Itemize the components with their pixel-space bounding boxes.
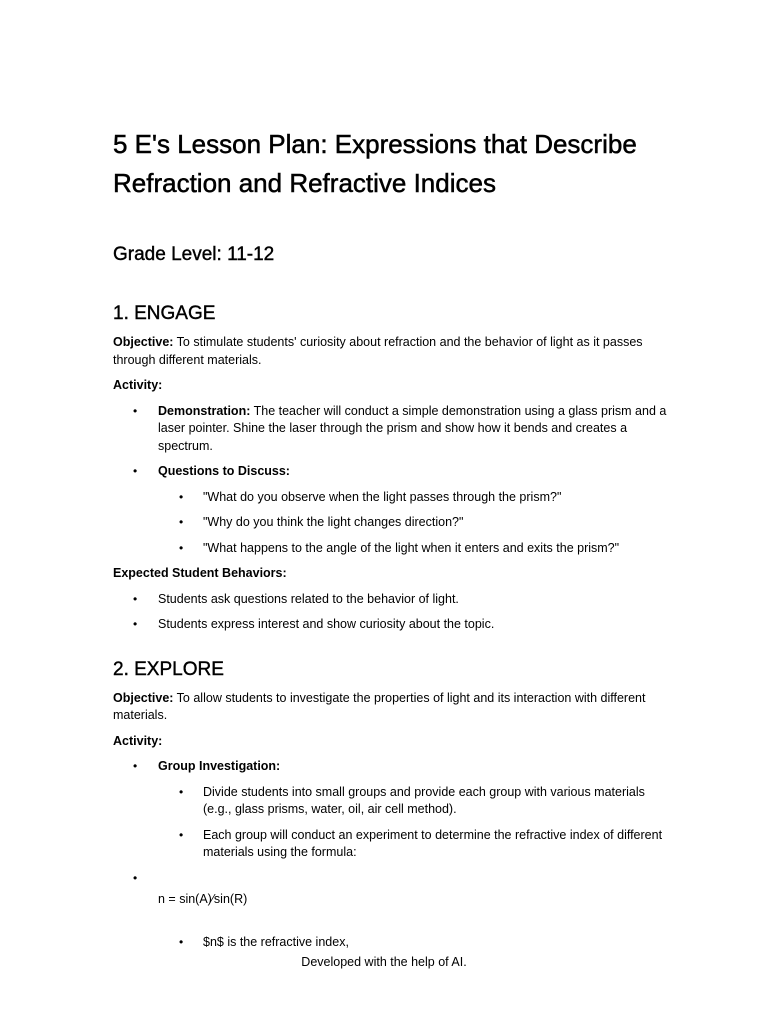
behaviors-label: Expected Student Behaviors: (113, 566, 287, 580)
list-item: • "What happens to the angle of the light when it enters and exits the prism?" (113, 540, 673, 558)
document-page (113, 125, 673, 960)
list-item: • Divide students into small groups and provide each group with various materials (e.g., glass prisms, water, oil, air cell method). (179, 784, 645, 816)
behaviors-list (113, 591, 673, 634)
group-label: Group Investigation: (158, 759, 281, 773)
explore-objective (113, 690, 673, 725)
bullet-icon: • (133, 759, 138, 773)
explore-objective-text: To allow students to investigate the properties of light and its interaction with different materials. (113, 690, 646, 722)
bullet-icon: • (179, 827, 184, 842)
bullet-icon: • (133, 617, 138, 631)
explore-activity-list (113, 758, 673, 776)
engage-activity-label: Activity: (113, 378, 163, 392)
engage-heading: 1. ENGAGE (113, 303, 216, 324)
questions-label: Questions to Discuss: (158, 464, 290, 478)
engage-activity-list (113, 403, 673, 481)
questions-list (113, 489, 673, 558)
refractive-index-formula: n = sin(A)⁄sin(R) (158, 891, 248, 906)
page-footer: Developed with the help of AI. (301, 955, 467, 969)
demo-label: Demonstration: (158, 403, 251, 418)
bullet-icon: • (133, 591, 138, 606)
bullet-icon: • (133, 403, 138, 418)
list-item (113, 758, 673, 776)
bullet-icon: • (179, 489, 184, 504)
explore-objective-label: Objective: (113, 690, 174, 705)
list-item: • Students ask questions related to the behavior of light. (113, 591, 673, 609)
explore-activity-label: Activity: (113, 733, 163, 748)
bullet-icon: • (179, 935, 184, 949)
list-item (113, 463, 673, 481)
list-item (113, 870, 673, 887)
list-item: • Each group will conduct an experiment to determine the refractive index of different materials using the formula: (179, 827, 663, 859)
list-item: • Students express interest and show curiosity about the topic. (113, 616, 673, 634)
bullet-icon: • (179, 784, 184, 799)
engage-objective-label: Objective: (113, 335, 174, 349)
list-item (113, 403, 673, 456)
list-item: • "Why do you think the light changes direction?" (113, 514, 673, 532)
explore-heading: 2. EXPLORE (113, 658, 224, 680)
engage-objective-text: To stimulate students' curiosity about refraction and the behavior of light as it passes through different materials. (113, 335, 643, 367)
empty-list (113, 870, 673, 887)
group-items-list (113, 784, 673, 862)
list-item: • $n$ is the refractive index, (113, 934, 673, 952)
demo-text: The teacher will conduct a simple demonstration using a glass prism and a laser pointer. Shine the laser through the prism and show how it bends and creates a spectrum. (158, 403, 667, 453)
bullet-icon: • (179, 540, 184, 555)
bullet-icon: • (133, 464, 138, 478)
definitions-list (113, 934, 673, 952)
grade-level: Grade Level: 11-12 (113, 244, 275, 265)
page-title: 5 E's Lesson Plan: Expressions that Describe Refraction and Refractive Indices (113, 129, 637, 198)
engage-objective (113, 334, 673, 369)
bullet-icon: • (179, 515, 184, 529)
bullet-icon: • (133, 870, 138, 885)
list-item: • "What do you observe when the light passes through the prism?" (113, 489, 673, 507)
